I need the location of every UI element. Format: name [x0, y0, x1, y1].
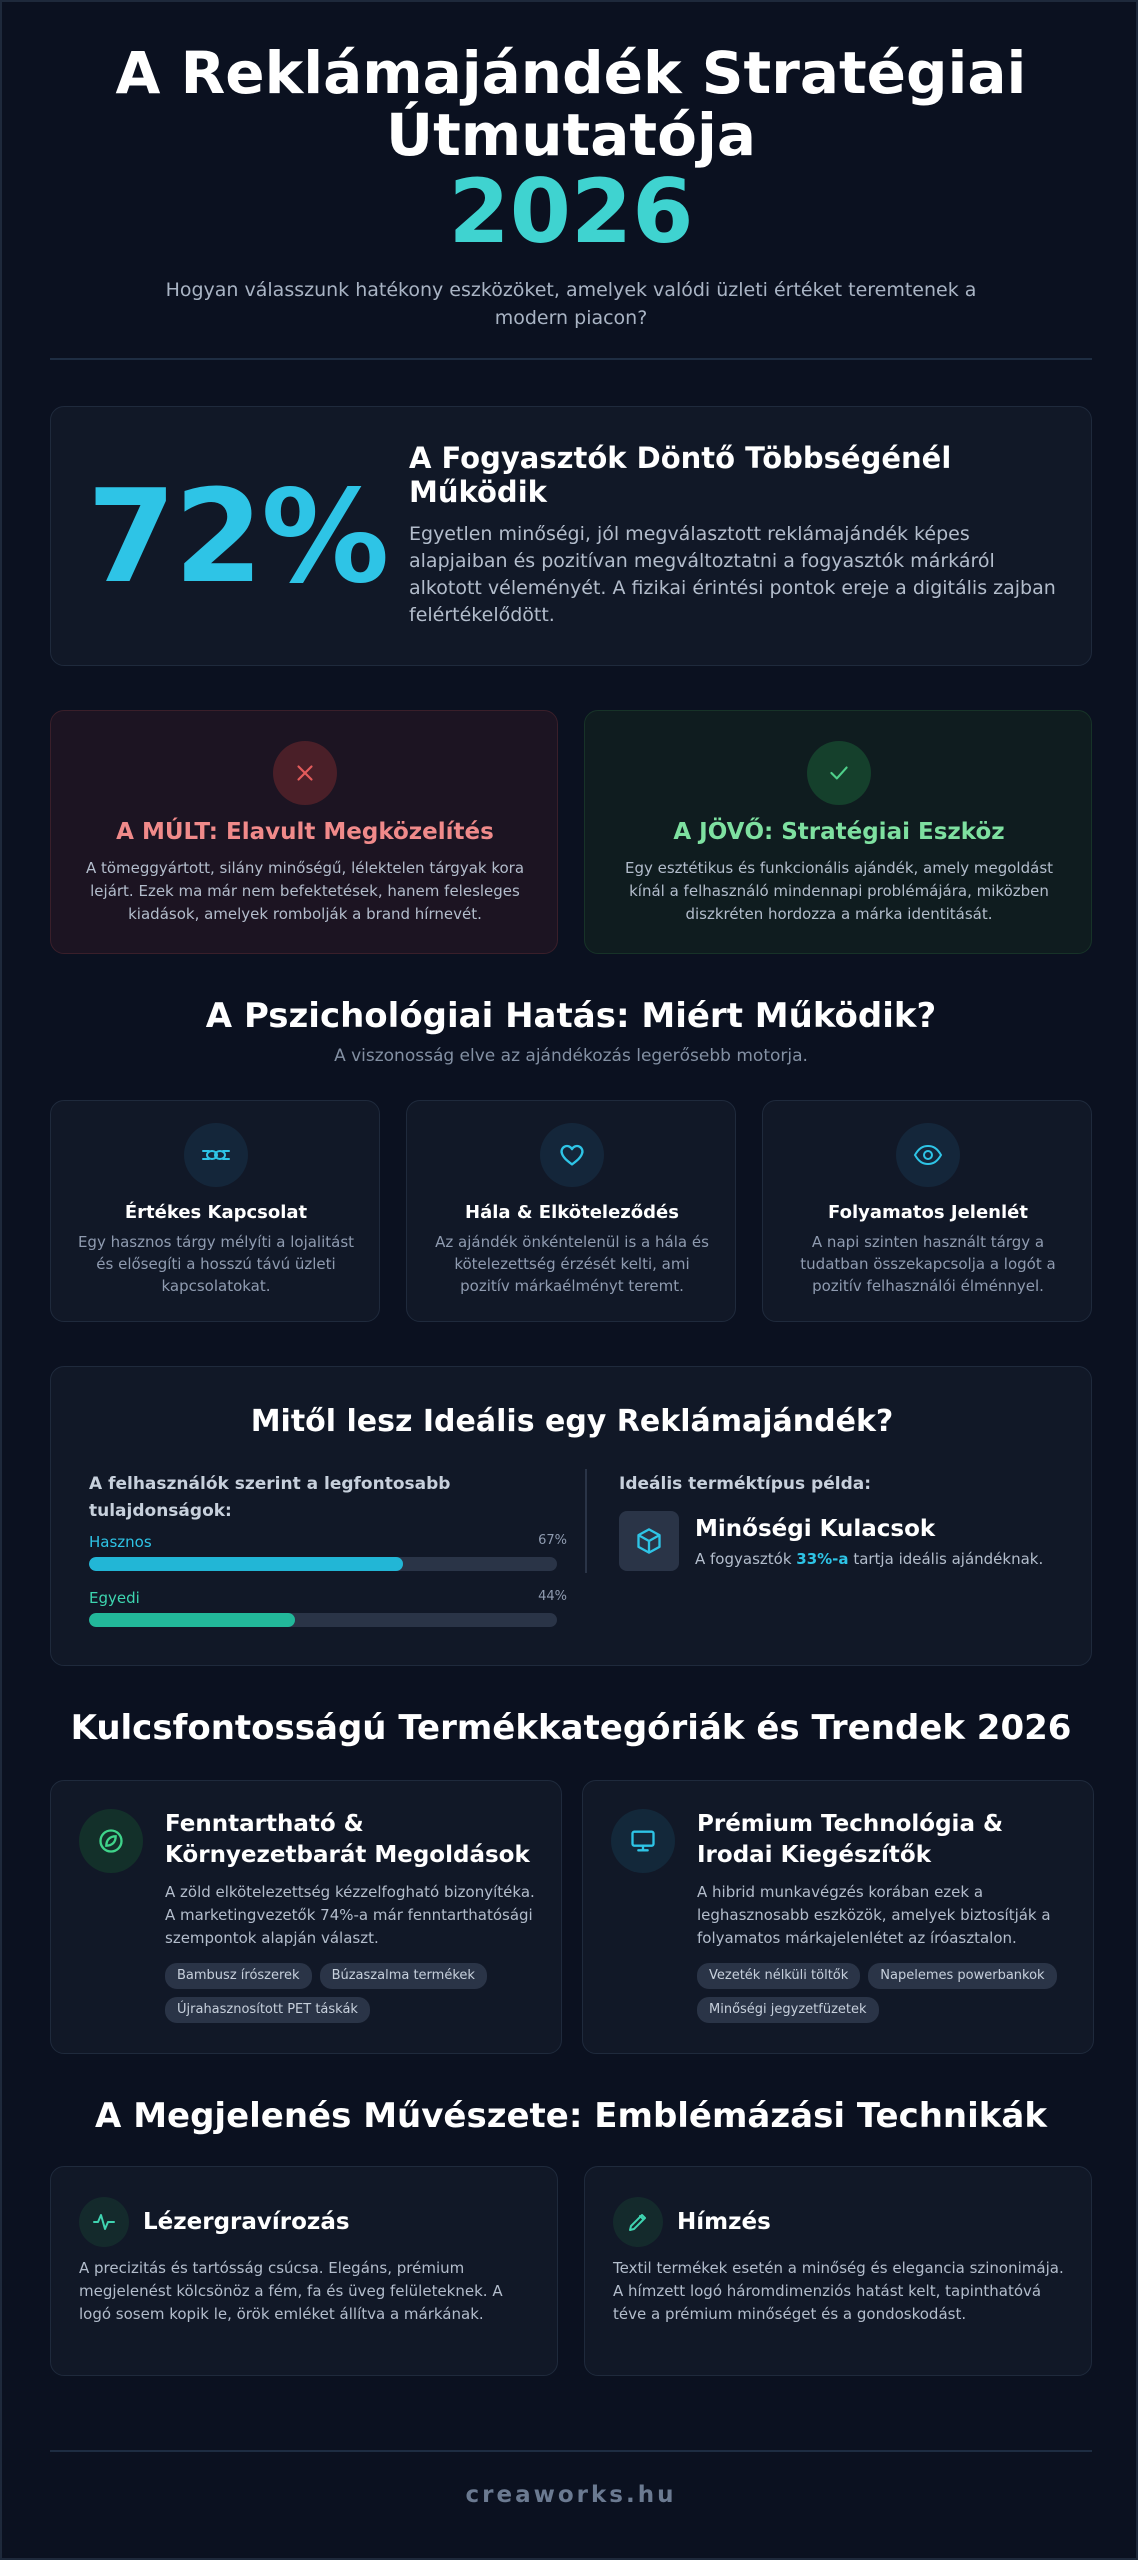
technique-text: A precizitás és tartósság csúcsa. Elegáns, prémium megjelenést kölcsönöz a fém, fa és üveg felületeknek. A logó sosem kopik le, örök emléket állítva a márkának.: [79, 2259, 503, 2323]
future-card: [584, 710, 1092, 954]
psychology-card-text: Az ajándék önkéntelenül is a hála és kötelezettség érzését kelti, ami pozitív márkaélményt teremt.: [435, 1233, 709, 1295]
page-subtitle: Hogyan válasszunk hatékony eszközöket, amelyek valódi üzleti értéket teremtenek a modern piacon?: [165, 279, 977, 329]
psychology-subtitle: A viszonosság elve az ajándékozás legerősebb motorja.: [334, 1046, 808, 1066]
bar-fill-useful: [89, 1557, 403, 1571]
future-title: A JÖVŐ: Stratégiai Eszköz: [673, 819, 1005, 845]
stat-card: [50, 406, 1092, 666]
technique-title: Lézergravírozás: [143, 2209, 350, 2235]
box-icon: [619, 1511, 679, 1571]
bar-fill-unique: [89, 1613, 295, 1627]
past-text: A tömeggyártott, silány minőségű, lélektelen tárgyak kora lejárt. Ezek ma már nem befektetések, hanem felesleges kiadások, amelyek rombolják a brand hírnevét.: [85, 859, 525, 923]
ideal-left-heading: A felhasználók szerint a legfontosabb tulajdonságok:: [89, 1474, 451, 1521]
category-text: A zöld elkötelezettség kézzelfogható bizonyítéka. A marketingvezetők 74%-a már fenntarthatósági szempontok alapján választ.: [165, 1883, 535, 1947]
leaf-icon: [79, 1809, 143, 1873]
categories-title: Kulcsfontosságú Termékkategóriák és Trendek 2026: [70, 1708, 1072, 1748]
category-title: Prémium Technológia & Irodai Kiegészítők: [697, 1811, 1004, 1868]
monitor-icon: [611, 1809, 675, 1873]
bar-track-unique: [89, 1613, 557, 1627]
bar-label-unique: Egyedi: [89, 1589, 140, 1607]
product-text-highlight: 33%-a: [796, 1550, 849, 1568]
product-text-post: tartja ideális ajándéknak.: [848, 1550, 1044, 1568]
page-year: 2026: [448, 160, 694, 263]
stat-title: A Fogyasztók Döntő Többségénél Működik: [409, 441, 952, 509]
bar-percent-unique: 44%: [538, 1589, 567, 1604]
category-card: [50, 1780, 562, 2054]
past-card: [50, 710, 558, 954]
psychology-card-text: Egy hasznos tárgy mélyíti a lojalitást és elősegíti a hosszú távú üzleti kapcsolatokat.: [77, 1233, 355, 1295]
psychology-card-text: A napi szinten használt tárgy a tudatban összekapcsolja a logót a pozitív felhasználói élménnyel.: [800, 1233, 1056, 1295]
bar-label-useful: Hasznos: [89, 1533, 152, 1551]
link-icon: [184, 1123, 248, 1187]
technique-card: [584, 2166, 1092, 2376]
tag-list: [165, 1963, 555, 2023]
category-title: Fenntartható & Környezetbarát Megoldások: [165, 1811, 530, 1868]
tag: Bambusz írószerek: [165, 1963, 312, 1989]
tag-list: [697, 1963, 1087, 2023]
psychology-card: [50, 1100, 380, 1322]
tag: Napelemes powerbankok: [868, 1963, 1056, 1989]
stat-text: Egyetlen minőségi, jól megválasztott reklámajándék képes alapjaiban és pozitívan megváltoztatni a fogyasztók márkáról alkotott véleményét. A fizikai érintési pontok ereje a digitális zajban felértékelődött.: [409, 523, 1056, 626]
past-title: A MÚLT: Elavult Megközelítés: [116, 819, 494, 845]
tag: Búzaszalma termékek: [320, 1963, 487, 1989]
x-icon: [273, 741, 337, 805]
ideal-title: Mitől lesz Ideális egy Reklámajándék?: [250, 1404, 894, 1439]
footer-brand: creaworks.hu: [465, 2482, 677, 2508]
page-title: A Reklámajándék Stratégiai Útmutatója: [115, 39, 1027, 169]
psychology-title: A Pszichológiai Hatás: Miért Működik?: [205, 996, 937, 1036]
bar-track-useful: [89, 1557, 557, 1571]
product-text: [695, 1549, 1043, 1569]
pen-icon: [613, 2197, 663, 2247]
psychology-card: [406, 1100, 736, 1322]
technique-title: Hímzés: [677, 2209, 771, 2235]
psychology-card: [762, 1100, 1092, 1322]
technique-card: [50, 2166, 558, 2376]
psychology-card-title: Folyamatos Jelenlét: [828, 1202, 1028, 1223]
psychology-card-title: Értékes Kapcsolat: [124, 1202, 308, 1223]
tag: Vezeték nélküli töltők: [697, 1963, 860, 1989]
techniques-title: A Megjelenés Művészete: Emblémázási Technikák: [95, 2096, 1047, 2136]
ideal-card: [50, 1366, 1092, 1666]
check-icon: [807, 741, 871, 805]
product-text-pre: A fogyasztók: [695, 1550, 797, 1568]
bar-percent-useful: 67%: [538, 1533, 567, 1548]
future-text: Egy esztétikus és funkcionális ajándék, amely megoldást kínál a felhasználó mindennapi problémájára, miközben diszkréten hordozza a márka identitását.: [624, 859, 1054, 923]
psychology-card-title: Hála & Elköteleződés: [465, 1202, 679, 1223]
divider: [50, 358, 1092, 360]
category-text: A hibrid munkavégzés korában ezek a leghasznosabb eszközök, amelyek biztosítják a folyamatos márkajelenlétet az íróasztalon.: [697, 1883, 1051, 1947]
product-title: Minőségi Kulacsok: [695, 1516, 936, 1542]
eye-icon: [896, 1123, 960, 1187]
footer-divider: [50, 2450, 1092, 2452]
heart-icon: [540, 1123, 604, 1187]
category-card: [582, 1780, 1094, 2054]
stat-value: 72%: [87, 463, 388, 612]
technique-text: Textil termékek esetén a minőség és elegancia szinonimája. A hímzett logó háromdimenziós hatást kelt, tapinthatóvá téve a prémium minőséget és a gondoskodást.: [613, 2259, 1064, 2323]
tag: Minőségi jegyzetfüzetek: [697, 1997, 879, 2023]
pulse-icon: [79, 2197, 129, 2247]
ideal-right-heading: Ideális terméktípus példa:: [619, 1474, 872, 1494]
ideal-divider: [585, 1469, 587, 1573]
tag: Újrahasznosított PET táskák: [165, 1997, 370, 2023]
